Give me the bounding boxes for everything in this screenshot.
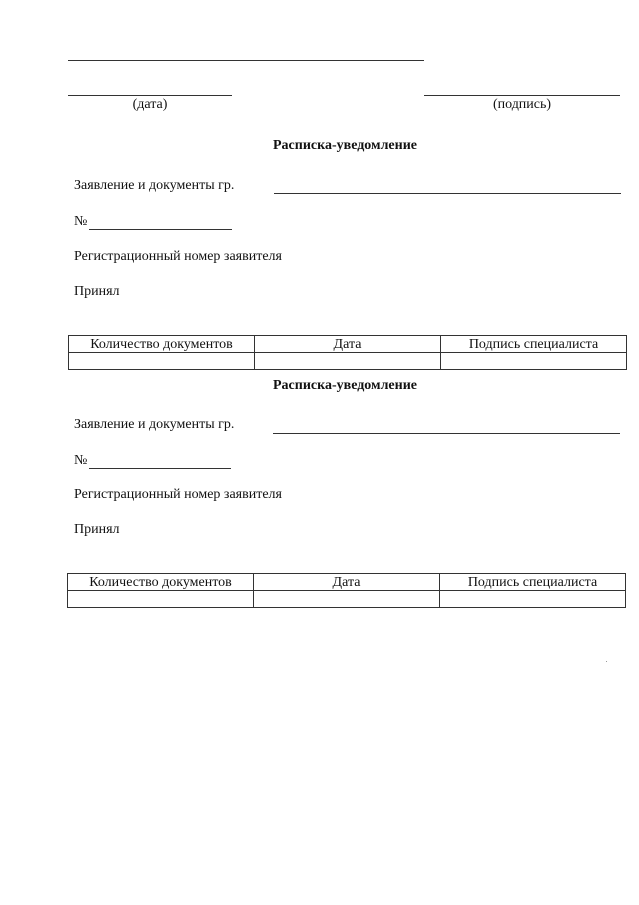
header-date: Дата xyxy=(255,336,441,353)
accepted-label: Принял xyxy=(74,284,120,299)
table-row xyxy=(69,353,627,370)
date-line xyxy=(68,95,232,96)
registration-label: Регистрационный номер заявителя xyxy=(74,487,282,502)
table-row xyxy=(68,591,626,608)
registration-label: Регистрационный номер заявителя xyxy=(74,249,282,264)
cell-specialist-signature xyxy=(441,353,627,370)
table-header-row xyxy=(68,574,626,591)
cell-document-count xyxy=(68,591,254,608)
date-caption: (дата) xyxy=(132,97,168,112)
signature-line xyxy=(424,95,620,96)
cell-date xyxy=(255,353,441,370)
number-line xyxy=(89,468,231,469)
applicant-name-line xyxy=(273,433,620,434)
header-document-count: Количество документов xyxy=(68,574,254,591)
accepted-label: Принял xyxy=(74,522,120,537)
application-label: Заявление и документы гр. xyxy=(74,417,235,432)
number-label: № xyxy=(74,453,88,468)
number-line xyxy=(89,229,232,230)
number-label: № xyxy=(74,214,88,229)
scan-speck xyxy=(606,661,607,662)
header-specialist-signature: Подпись специалиста xyxy=(441,336,627,353)
signature-caption: (подпись) xyxy=(492,97,552,112)
applicant-name-line xyxy=(274,193,621,194)
cell-date xyxy=(254,591,440,608)
receipt-table xyxy=(67,573,626,608)
top-signature-line xyxy=(68,60,424,61)
header-specialist-signature: Подпись специалиста xyxy=(440,574,626,591)
receipt-table xyxy=(68,335,627,370)
header-document-count: Количество документов xyxy=(69,336,255,353)
header-date: Дата xyxy=(254,574,440,591)
application-label: Заявление и документы гр. xyxy=(74,178,235,193)
cell-document-count xyxy=(69,353,255,370)
receipt-title: Расписка-уведомление xyxy=(273,138,417,153)
cell-specialist-signature xyxy=(440,591,626,608)
table-header-row xyxy=(69,336,627,353)
receipt-title: Расписка-уведомление xyxy=(273,378,417,393)
